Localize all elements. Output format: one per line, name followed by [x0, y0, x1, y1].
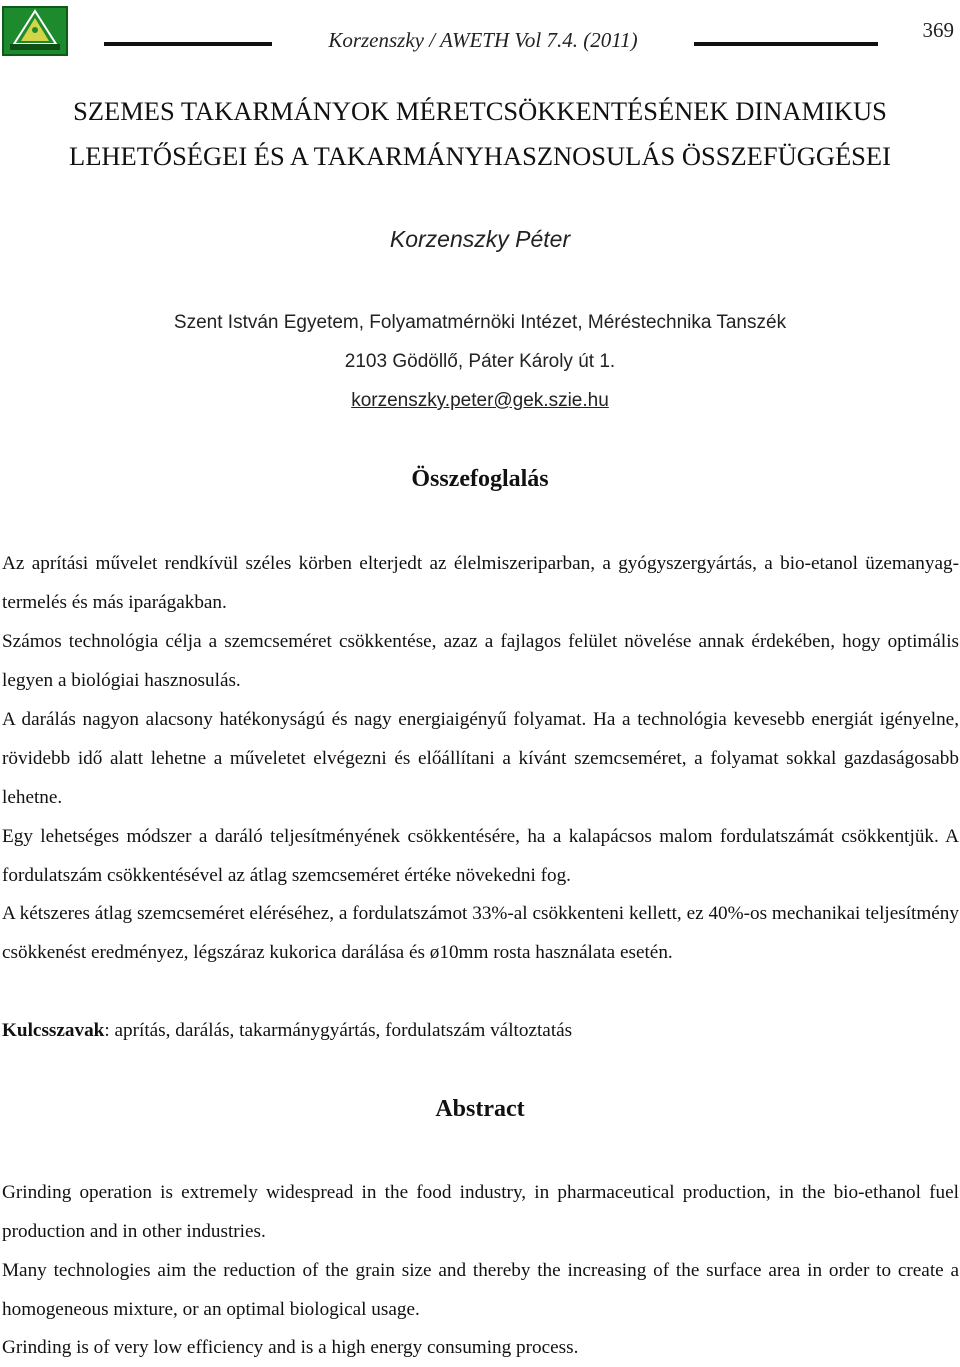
summary-paragraph: Az aprítási művelet rendkívül széles körben elterjedt az élelmiszeriparban, a gyógyszergyártás, a bio-etanol üzemanyag-termelés és más iparágakban.	[2, 553, 959, 613]
author-name: Korzenszky Péter	[389, 226, 571, 252]
affiliation-email[interactable]	[0, 390, 960, 412]
page-number: 369	[922, 18, 954, 42]
summary-paragraph: Egy lehetséges módszer a daráló teljesítményének csökkentésére, ha a kalapácsos malom fordulatszámát csökkentjük. A fordulatszám csökkentésével az átlag szemcseméret értéke növekedni fog.	[2, 826, 959, 886]
keywords-line	[2, 1011, 959, 1050]
journal-logo	[2, 6, 68, 56]
page-header	[0, 0, 960, 60]
header-rule-right	[694, 42, 878, 46]
header-rule-left	[104, 42, 272, 46]
abstract-paragraph: Grinding operation is extremely widespread in the food industry, in pharmaceutical production, in the bio-ethanol fuel production and in other industries.	[2, 1182, 959, 1242]
abstract-paragraph: Many technologies aim the reduction of the grain size and thereby the increasing of the surface area in order to create a homogeneous mixture, or an optimal biological usage.	[2, 1260, 959, 1320]
summary-paragraph: Számos technológia célja a szemcseméret csökkentése, azaz a fajlagos felület növelése annak érdekében, hogy optimális legyen a biológiai hasznosulás.	[2, 631, 959, 691]
affiliation-institution: Szent István Egyetem, Folyamatmérnöki Intézet, Méréstechnika Tanszék	[173, 312, 787, 333]
journal-citation: Korzenszky / AWETH Vol 7.4. (2011)	[328, 28, 638, 52]
keywords-label: Kulcsszavak	[2, 1020, 105, 1041]
summary-heading: Összefoglalás	[411, 466, 549, 492]
abstract-heading: Abstract	[435, 1096, 525, 1122]
paper-title	[0, 89, 960, 179]
paper-title-line: LEHETŐSÉGEI ÉS A TAKARMÁNYHASZNOSULÁS ÖSSZEFÜGGÉSEI	[69, 141, 891, 171]
keywords-list: : aprítás, darálás, takarmánygyártás, fordulatszám változtatás	[104, 1020, 573, 1041]
email-link[interactable]: korzenszky.peter@gek.szie.hu	[351, 390, 609, 411]
abstract-paragraph: Grinding is of very low efficiency and is a high energy consuming process.	[2, 1337, 579, 1358]
summary-paragraph: A darálás nagyon alacsony hatékonyságú és nagy energiaigényű folyamat. Ha a technológia kevesebb energiát igényelne, rövidebb idő alatt lehetne a műveletet elvégezni és előállítani a kívánt szemcseméret, a folyamat sokkal gazdaságosabb lehetne.	[2, 709, 959, 808]
paper-title-line: SZEMES TAKARMÁNYOK MÉRETCSÖKKENTÉSÉNEK DINAMIKUS	[73, 96, 887, 126]
affiliation-address: 2103 Gödöllő, Páter Károly út 1.	[344, 351, 616, 372]
summary-paragraph: A kétszeres átlag szemcseméret eléréséhez, a fordulatszámot 33%-al csökkenteni kellett, ez 40%-os mechanikai teljesítmény csökkenést eredményez, légszáraz kukorica darálása és ø10mm rosta használata esetén.	[2, 903, 959, 963]
journal-logo-icon	[4, 8, 66, 54]
